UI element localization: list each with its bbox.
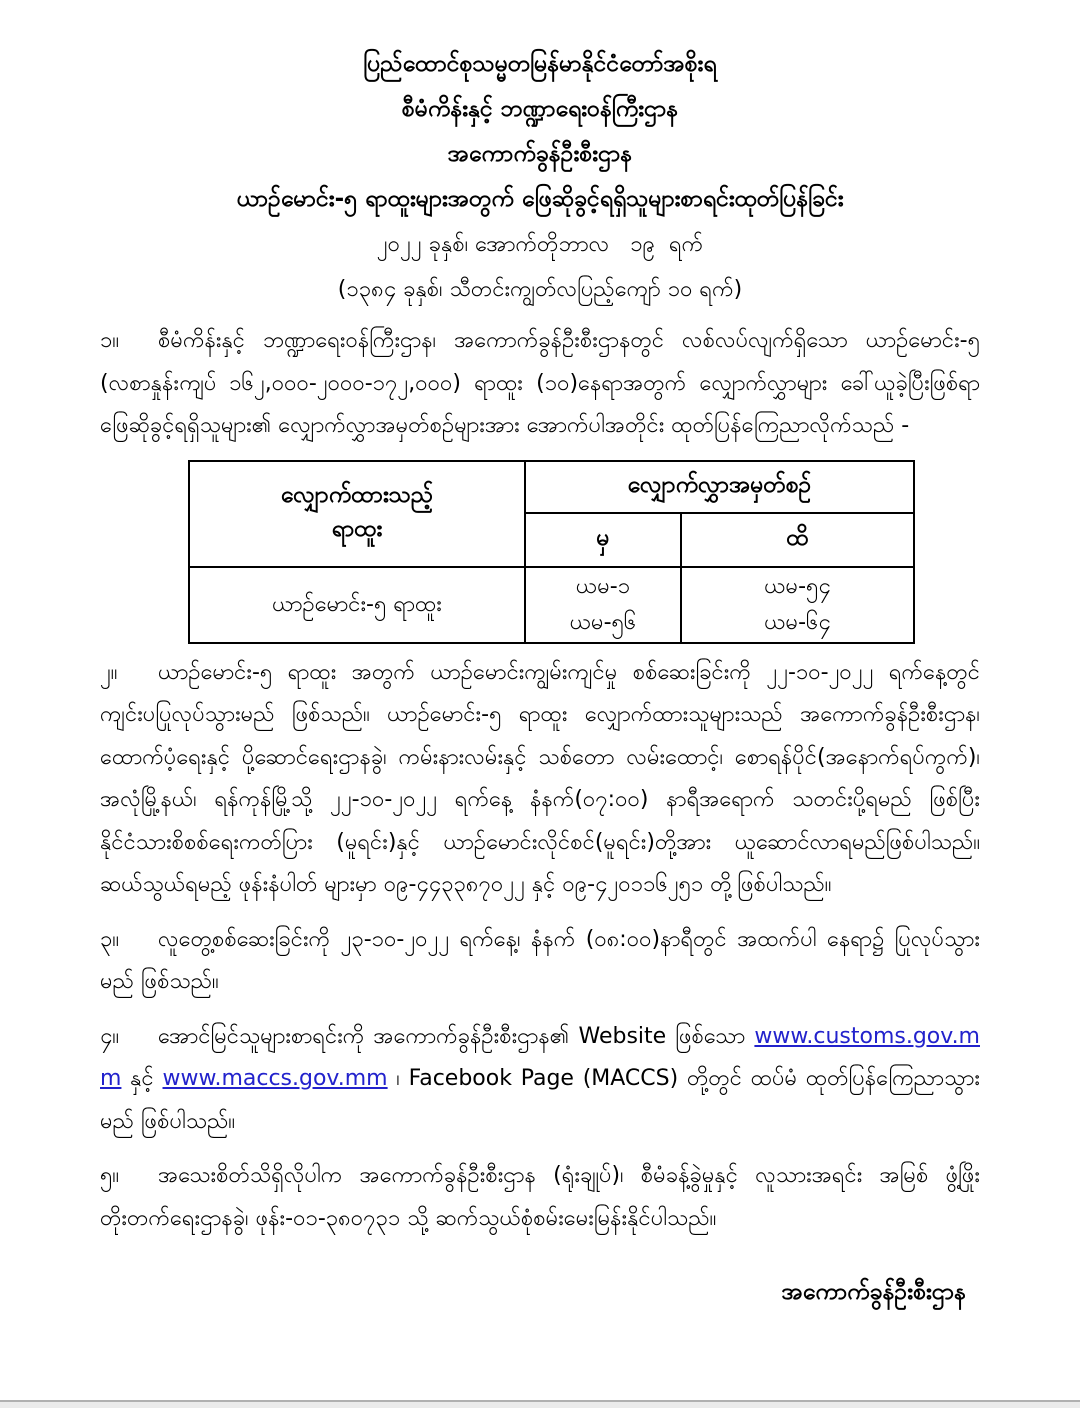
paragraph-1	[100, 320, 980, 448]
paragraph-1-text: စီမံကိန်းနှင့် ဘဏ္ဍာရေးဝန်ကြီးဌာန၊ အကောက်ခွန်ဦးစီးဌာနတွင် လစ်လပ်လျက်ရှိသော ယာဉ်မောင်း-၅ (လစာနှုန်းကျပ် ၁၆၂,၀၀၀-၂၀၀၀-၁၇၂,၀၀၀) ရာထူး (၁၀)နေရာအတွက် လျှောက်လွှာများ ခေါ်ယူခဲ့ပြီးဖြစ်ရာ ဖြေဆိုခွင့်ရရှိသူများ၏ လျှောက်လွှာအမှတ်စဉ်များအား အောက်ပါအတိုင်း ထုတ်ပြန်ကြေညာလိုက်သည် -	[100, 328, 980, 438]
ministry-title: စီမံကိန်းနှင့် ဘဏ္ဍာရေးဝန်ကြီးဌာန	[401, 96, 679, 122]
to-column-header: ထိ	[681, 513, 914, 567]
from-cell	[525, 567, 681, 643]
date-gregorian: ၂၀၂၂ ခုနှစ်၊ အောက်တိုဘာလ ၁၉ ရက်	[376, 232, 704, 257]
maccs-website-link[interactable]: www.maccs.gov.mm	[162, 1066, 388, 1091]
paragraph-4	[100, 1016, 980, 1144]
position-column-header-line2: ရာထူး	[331, 515, 383, 542]
paragraph-1-number: ၁။	[100, 328, 120, 353]
paragraph-2-text: ယာဉ်မောင်း-၅ ရာထူး အတွက် ယာဉ်မောင်းကျွမ်းကျင်မှု စစ်ဆေးခြင်းကို ၂၂-၁၀-၂၀၂၂ ရက်နေ့တွင် ကျင်းပပြုလုပ်သွားမည် ဖြစ်သည်။ ယာဉ်မောင်း-၅ ရာထူး လျှောက်ထားသူများသည် အကောက်ခွန်ဦးစီးဌာန၊ ထောက်ပံ့ရေးနှင့် ပို့ဆောင်ရေးဌာနခွဲ၊ ကမ်းနားလမ်းနှင့် သစ်တော လမ်းထောင့်၊ စောရန်ပိုင်(အနောက်ရပ်ကွက်)၊ အလုံမြို့နယ်၊ ရန်ကုန်မြို့သို့ ၂၂-၁၀-၂၀၂၂ ရက်နေ့ နံနက်(၀၇:၀၀) နာရီအရောက် သတင်းပို့ရမည် ဖြစ်ပြီး နိုင်ငံသားစိစစ်ရေးကတ်ပြား (မူရင်း)နှင့် ယာဉ်မောင်းလိုင်စင်(မူရင်း)တို့အား ယူဆောင်လာရမည်ဖြစ်ပါသည်။ ဆယ်သွယ်ရမည့် ဖုန်းနံပါတ် များမှာ ၀၉-၄၄၃၃၈၇၀၂၂ နှင့် ၀၉-၄၂၀၁၁၆၂၅၁ တို့ဖြစ်ပါသည်။	[100, 659, 980, 897]
department-title: အကောက်ခွန်ဦးစီးဌာန	[447, 141, 633, 167]
paragraph-5-number: ၅။	[100, 1163, 120, 1188]
position-column-header-line1: လျှောက်ထားသည့်	[280, 481, 434, 508]
paragraph-2-number: ၂။	[100, 659, 118, 685]
to-value-line2: ယမ-၆၄	[764, 609, 831, 635]
paragraph-3	[100, 919, 980, 1004]
paragraph-4-text-mid: နှင့်	[121, 1066, 163, 1091]
government-title: ပြည်ထောင်စုသမ္မတမြန်မာနိုင်ငံတော်အစိုးရ	[363, 51, 717, 77]
announcement-title: ယာဉ်မောင်း-၅ ရာထူးများအတွက် ဖြေဆိုခွင့်ရရှိသူများစာရင်းထုတ်ပြန်ခြင်း	[236, 186, 844, 212]
serial-number-column-header: လျှောက်လွှာအမှတ်စဉ်	[525, 461, 914, 513]
table-row-driver5	[189, 567, 914, 643]
paragraph-3-number: ၃။	[100, 926, 120, 952]
from-column-header: မှ	[525, 513, 681, 567]
paragraph-4-text-after: ၊ Facebook Page (MACCS) တို့တွင် ထပ်မံ ထုတ်ပြန်ကြေညာသွားမည် ဖြစ်ပါသည်။	[100, 1066, 980, 1134]
date-myanmar-calendar: (၁၃၈၄ ခုနှစ်၊ သီတင်းကျွတ်လပြည့်ကျော် ၁၀ ရက်)	[337, 277, 743, 302]
customs-website-link[interactable]: www.customs.gov.mm	[100, 1023, 980, 1091]
paragraph-2	[100, 652, 980, 907]
to-value-line1: ယမ-၅၄	[764, 573, 831, 599]
position-cell: ယာဉ်မောင်း-၅ ရာထူး	[189, 567, 525, 643]
signature-department: အကောက်ခွန်ဦးစီးဌာန	[781, 1279, 966, 1305]
application-serial-table	[188, 460, 915, 644]
document-header	[100, 42, 980, 312]
position-column-header	[189, 461, 525, 567]
paragraph-4-number: ၄။	[100, 1023, 120, 1049]
paragraph-5-text: အသေးစိတ်သိရှိလိုပါက အကောက်ခွန်ဦးစီးဌာန (ရုံးချုပ်)၊ စီမံခန့်ခွဲမှုနှင့် လူသားအရင်း အမြစ် ဖွံ့ဖြိုးတိုးတက်ရေးဌာနခွဲ၊ ဖုန်း-၀၁-၃၈၀၇၃၁ သို့ ဆက်သွယ်စုံစမ်းမေးမြန်းနိုင်ပါသည်။	[100, 1163, 980, 1231]
from-value-line1: ယမ-၁	[575, 573, 631, 599]
paragraph-3-text: လူတွေ့စစ်ဆေးခြင်းကို ၂၃-၁၀-၂၀၂၂ ရက်နေ့၊ နံနက် (၀၈:၀၀)နာရီတွင် အထက်ပါ နေရာ၌ ပြုလုပ်သွားမည် ဖြစ်သည်။	[100, 926, 980, 994]
to-cell	[681, 567, 914, 643]
paragraph-5	[100, 1155, 980, 1240]
paragraph-4-text-before: အောင်မြင်သူများစာရင်းကို အကောက်ခွန်ဦးစီးဌာန၏ Website ဖြစ်သော	[158, 1023, 755, 1049]
from-value-line2: ယမ-၅၆	[569, 609, 637, 635]
horizontal-scrollbar[interactable]	[0, 1400, 1080, 1408]
